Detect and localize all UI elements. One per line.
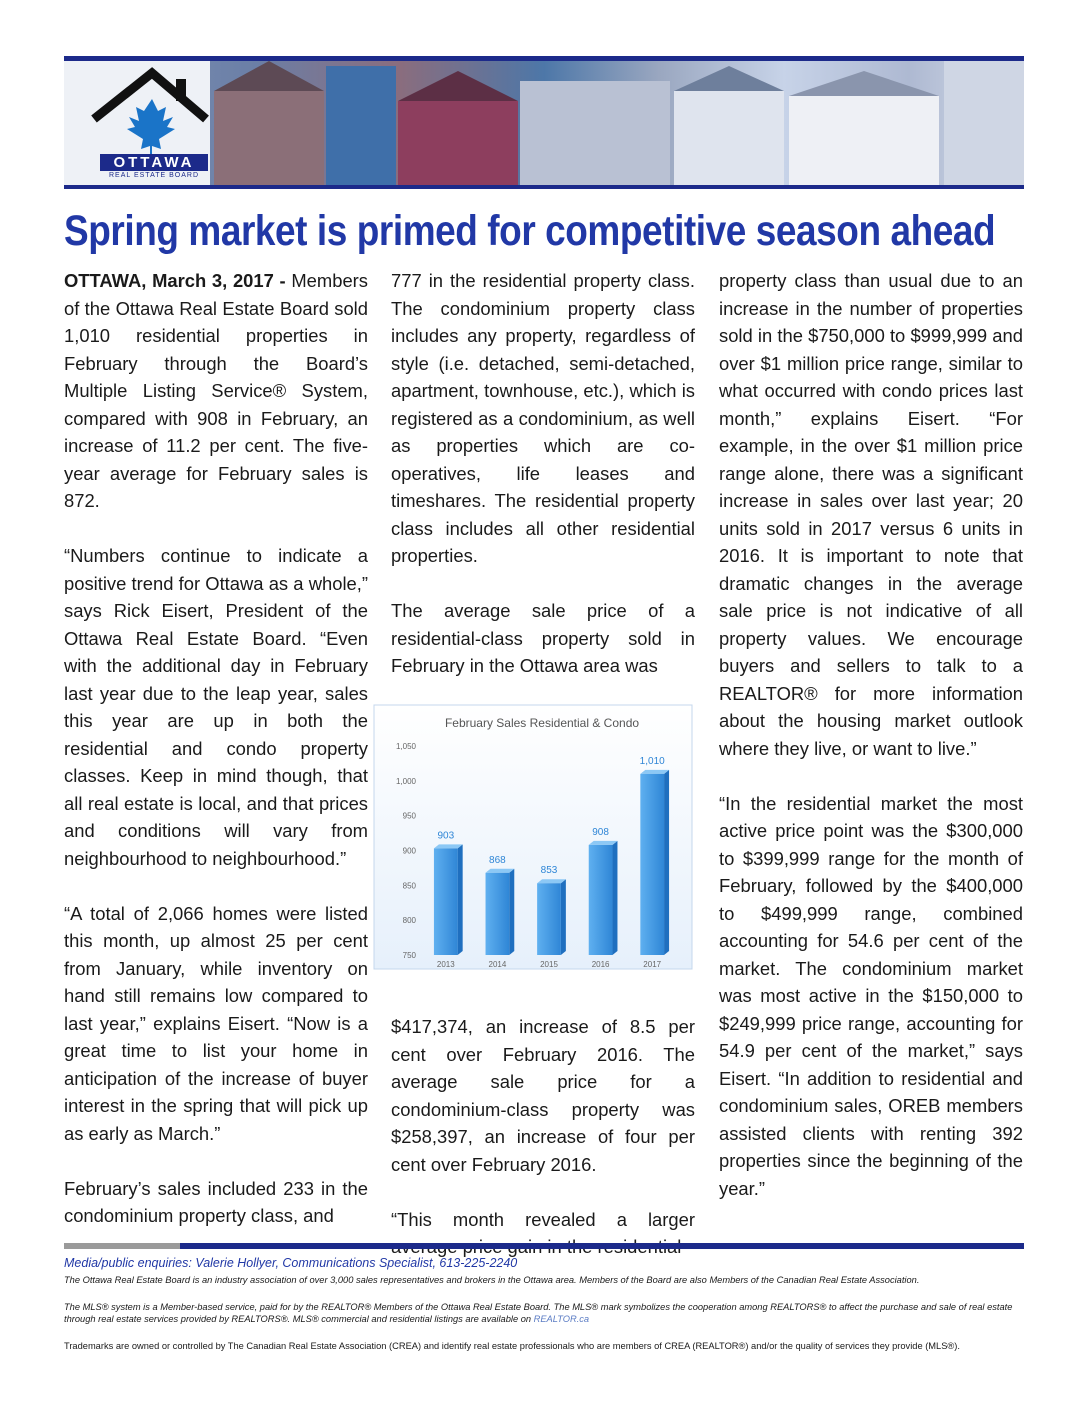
paragraph: “Numbers continue to indicate a positive trend for Ottawa as a whole,” says Rick Eisert, President of the Ottawa Real Estate Board. “Even with the additional day in February last year due to the leap year, sales this year are up in both the residential and condo property classes. Keep in mind though, that all real estate is local, and that prices and conditions will vary from neighbourhood to neighbourhood.”: [64, 545, 368, 869]
bar-side: [612, 841, 617, 955]
logo-subtitle: REAL ESTATE BOARD: [109, 172, 199, 179]
chart-title: February Sales Residential & Condo: [444, 716, 640, 730]
mls-note: [64, 1301, 1024, 1325]
sales-chart: [372, 703, 694, 971]
bar-top: [537, 879, 566, 883]
paragraph: $417,374, an increase of 8.5 per cent over February 2016. The average sale price for a condominium-class property was $258,397, an increase of four per cent over February 2016.: [391, 1016, 695, 1175]
bar-side: [458, 844, 463, 955]
x-tick-label: 2016: [591, 960, 610, 969]
bar-side: [509, 869, 514, 955]
paragraph: “A total of 2,066 homes were listed this month, up almost 25 per cent from January, while inventory on hand still remains low compared to last year,” explains Eisert. “Now is a great time to list your home in anticipation of the increase of buyer interest in the spring that will pick up as early as March.”: [64, 902, 368, 1144]
x-tick-label: 2015: [540, 960, 558, 969]
paragraph: The average sale price of a residential-class property sold in February in the Ottawa area was: [391, 600, 695, 676]
article-column-3: [719, 267, 1023, 1230]
x-tick-label: 2017: [643, 960, 662, 969]
bar-value-label: 868: [489, 854, 506, 866]
trademark-note: Trademarks are owned or controlled by The Canadian Real Estate Association (CREA) and identify real estate professionals who are members of CREA (REALTOR®) and/or the quality of services they provide (MLS®).: [64, 1341, 960, 1351]
banner-rule: [64, 185, 1024, 189]
header-banner: [64, 61, 1024, 187]
bar-2015: [537, 883, 561, 955]
bar-value-label: 908: [592, 826, 609, 838]
mls-note-text: The MLS® system is a Member-based service, paid for by the REALTOR® Members of the Ottawa Real Estate Board. The MLS® mark symbolizes the cooperation among REALTORS® to affect the purchase and sale of real estate through real estate services provided by REALTORS®. MLS® commercial and residential listings are available on: [64, 1302, 1013, 1324]
paragraph: 777 in the residential property class. The condominium property class includes any property, regardless of style (i.e. detached, semi-detached, apartment, townhouse, etc.), which is registered as a condominium, as well as properties which are co-operatives, life leases and timeshares. The residential property class includes all other residential properties.: [391, 270, 695, 566]
bar-value-label: 1,010: [639, 755, 665, 767]
bar-side: [561, 879, 566, 955]
article-column-2: [391, 267, 695, 707]
x-tick-label: 2013: [436, 960, 455, 969]
bar-top: [434, 844, 463, 848]
paragraph: February’s sales included 233 in the condominium property class, and: [64, 1177, 368, 1226]
sales-bar-chart: [372, 703, 694, 971]
logo-name: OTTAWA: [100, 154, 208, 171]
paragraph-text: Members of the Ottawa Real Estate Board sold 1,010 residential properties in February through the Board’s Multiple Listing Service® System, compared with 908 in February, an increase of 11.2 per cent. The five-year average for February sales is 872.: [64, 270, 368, 511]
bar-2017: [640, 774, 664, 955]
bar-side: [664, 770, 669, 955]
footer-rule-grey: [64, 1243, 180, 1249]
bar-value-label: 903: [437, 830, 455, 842]
footer-rule-navy: [180, 1243, 1024, 1249]
y-tick-label: 750: [402, 951, 416, 960]
bar-2014: [486, 873, 510, 955]
bar-top: [640, 770, 669, 774]
y-tick-label: 950: [402, 811, 416, 821]
logo: [64, 61, 210, 187]
bar-2013: [434, 848, 458, 955]
about-note: The Ottawa Real Estate Board is an industry association of over 3,000 sales representatives and brokers in the Ottawa area. Members of the Board are also Members of the Canadian Real Estate Association.: [64, 1275, 920, 1285]
x-tick-label: 2014: [488, 960, 507, 969]
media-contact: Media/public enquiries: Valerie Hollyer, Communications Specialist, 613-225-2240: [64, 1256, 518, 1270]
headline: Spring market is primed for competitive season ahead: [64, 207, 996, 255]
bar-2016: [589, 845, 613, 955]
y-tick-label: 900: [402, 846, 416, 856]
dateline: OTTAWA, March 3, 2017 -: [64, 270, 286, 291]
y-tick-label: 1,000: [395, 776, 416, 786]
y-tick-label: 800: [402, 916, 416, 926]
paragraph: “This month revealed a larger: [391, 1208, 695, 1230]
paragraph: property class than usual due to an increase in the number of properties sold in the $750,000 to $999,999 and over $1 million price range, similar to what occurred with condo prices last month,” explains Eisert. “For example, in the over $1 million price range alone, there was a significant increase in sales over last year; 20 units sold in 2017 versus 6 units in 2016. It is important to note that dramatic changes in the average sale price is not indicative of all property values. We encourage buyers and sellers to talk to a REALTOR® for more information about the housing market outlook where they live, or want to live.”: [719, 270, 1023, 759]
paragraph: [64, 267, 368, 515]
y-tick-label: 1,050: [395, 742, 416, 751]
bar-top: [486, 869, 515, 873]
y-tick-label: 850: [402, 881, 416, 891]
paragraph: “In the residential market the most active price point was the $300,000 to $399,999 range for the month of February, followed by the $400,000 to $499,999 range, combined accounting for 54.6 per cent of the market. The condominium market was most active in the $150,000 to $249,999 price range, accounting for 54.9 per cent of the market,” says Eisert. “In addition to residential and condominium sales, OREB members assisted clients with renting 392 properties since the beginning of the year.”: [719, 792, 1023, 1199]
bar-top: [589, 841, 618, 845]
article-column-1: [64, 267, 368, 1257]
realtor-link[interactable]: REALTOR.ca: [533, 1314, 590, 1324]
bar-value-label: 853: [540, 865, 558, 877]
